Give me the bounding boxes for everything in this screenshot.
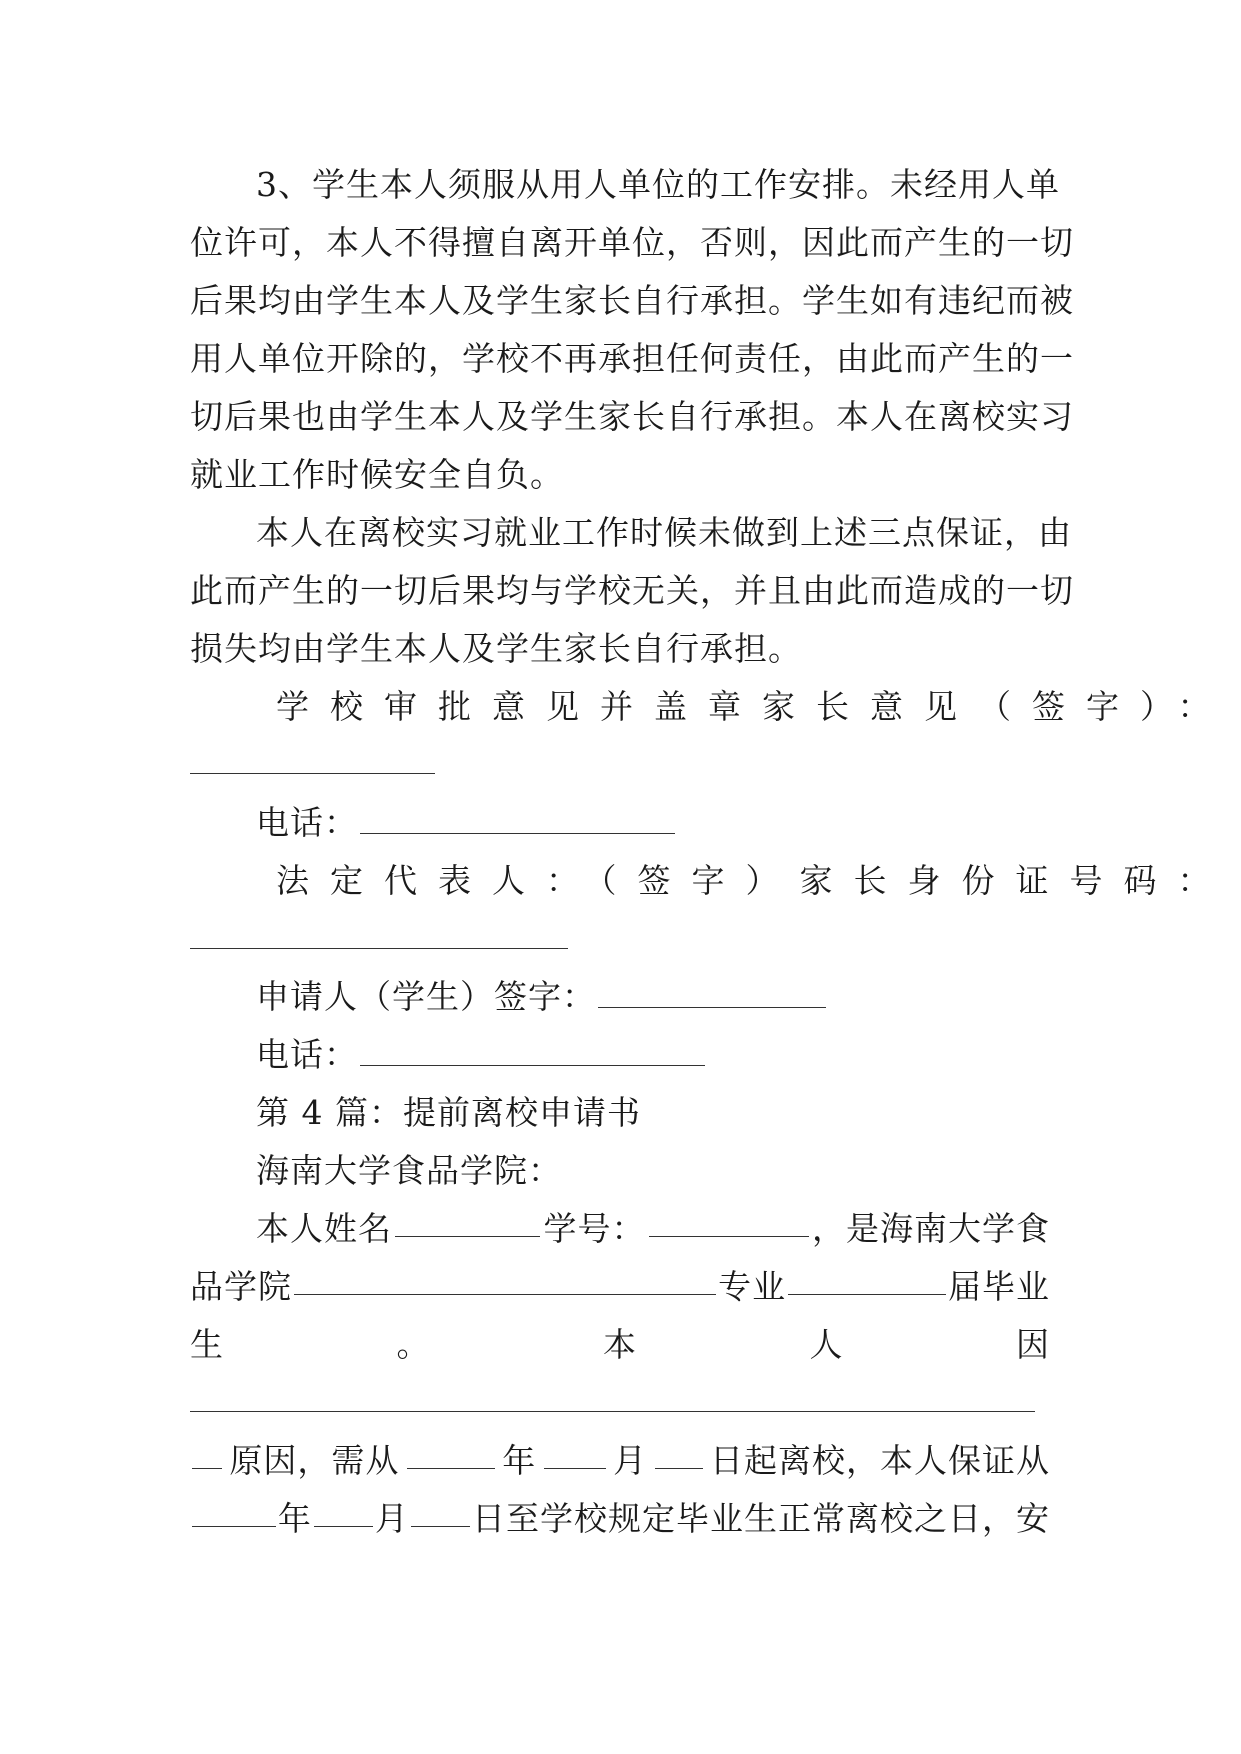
phone-blank-1[interactable] [360,797,675,834]
student-id-blank[interactable] [649,1200,809,1237]
leave-day-label: 日起离校，本人保证从 [709,1441,1050,1480]
legal-rep-id-label: 法定代表人：（签字）家长身份证号码： [276,861,1232,900]
from-year-blank[interactable] [192,1490,276,1527]
applicant-field [256,968,1050,1026]
clause3-line-4: 用人单位开除的，学校不再承担任何责任，由此而产生的一 [190,339,1074,378]
phone-label-2: 电话： [256,1035,358,1074]
article-line-3 [190,1316,1050,1374]
line3-char-3: 本 [603,1325,637,1364]
major-label: 专业 [718,1267,787,1306]
line3-char-4: 人 [809,1325,844,1364]
guarantee-line-1: 本人在离校实习就业工作时候未做到上述三点保证，由 [256,513,1072,552]
leave-day-blank[interactable] [655,1432,703,1469]
school-parent-opinion-label: 学校审批意见并盖章家长意见（签字）： [276,687,1232,726]
graduate-label: 届毕业 [948,1267,1050,1306]
college-label: 品学院 [190,1267,292,1306]
guarantee-line-2: 此而产生的一切后果均与学校无关，并且由此而造成的一切 [190,571,1074,610]
clause3-line-3: 后果均由学生本人及学生家长自行承担。学生如有违纪而被 [190,281,1074,320]
guarantee-line-3: 损失均由学生本人及学生家长自行承担。 [190,629,802,668]
line3-char-2: 。 [396,1325,431,1364]
clause3-line-2: 位许可，本人不得擅自离开单位，否则，因此而产生的一切 [190,223,1074,262]
article-line-1-tail: ，是海南大学食 [812,1209,1050,1248]
major-blank[interactable] [294,1258,716,1295]
clause3-line-5: 切后果也由学生本人及学生家长自行承担。本人在离校实习 [190,397,1074,436]
name-blank[interactable] [395,1200,540,1237]
article-line-5 [190,1490,1050,1548]
from-month-label: 月 [374,1499,409,1538]
phone-field-2 [256,1026,1050,1084]
from-year-label: 年 [277,1499,312,1538]
graduation-year-blank[interactable] [788,1258,946,1295]
from-day-blank[interactable] [411,1490,470,1527]
phone-label-1: 电话： [256,803,358,842]
leave-month-label: 月 [613,1441,648,1480]
article-title: 第 4 篇：提前离校申请书 [256,1093,641,1132]
applicant-blank[interactable] [598,971,826,1008]
phone-blank-2[interactable] [360,1029,705,1066]
phone-field-1 [256,794,1050,852]
leave-month-blank[interactable] [544,1432,606,1469]
article-line-4 [190,1432,1050,1490]
line3-char-5: 因 [1016,1325,1050,1364]
student-id-label: 学号： [543,1209,646,1248]
reason-blank-line[interactable] [190,1411,1035,1412]
article-line-2 [190,1258,1050,1316]
name-label: 本人姓名 [256,1209,392,1248]
reason-label: 原因，需从 [229,1441,400,1480]
clause3-line-6: 就业工作时候安全自负。 [190,455,564,494]
reason-blank-tail[interactable] [192,1432,222,1469]
leave-year-blank[interactable] [407,1432,495,1469]
from-month-blank[interactable] [314,1490,373,1527]
line3-char-1: 生 [190,1325,224,1364]
from-day-label: 日至学校规定毕业生正常离校之日，安 [472,1499,1050,1538]
article-line-1 [256,1200,1050,1258]
applicant-label: 申请人（学生）签字： [256,977,596,1016]
id-number-line[interactable] [190,948,568,949]
leave-year-label: 年 [502,1441,537,1480]
article-salutation: 海南大学食品学院： [256,1151,562,1190]
opinion-signature-line[interactable] [190,773,435,774]
clause3-line-1: 3、学生本人须服从用人单位的工作安排。未经用人单 [256,165,1060,204]
